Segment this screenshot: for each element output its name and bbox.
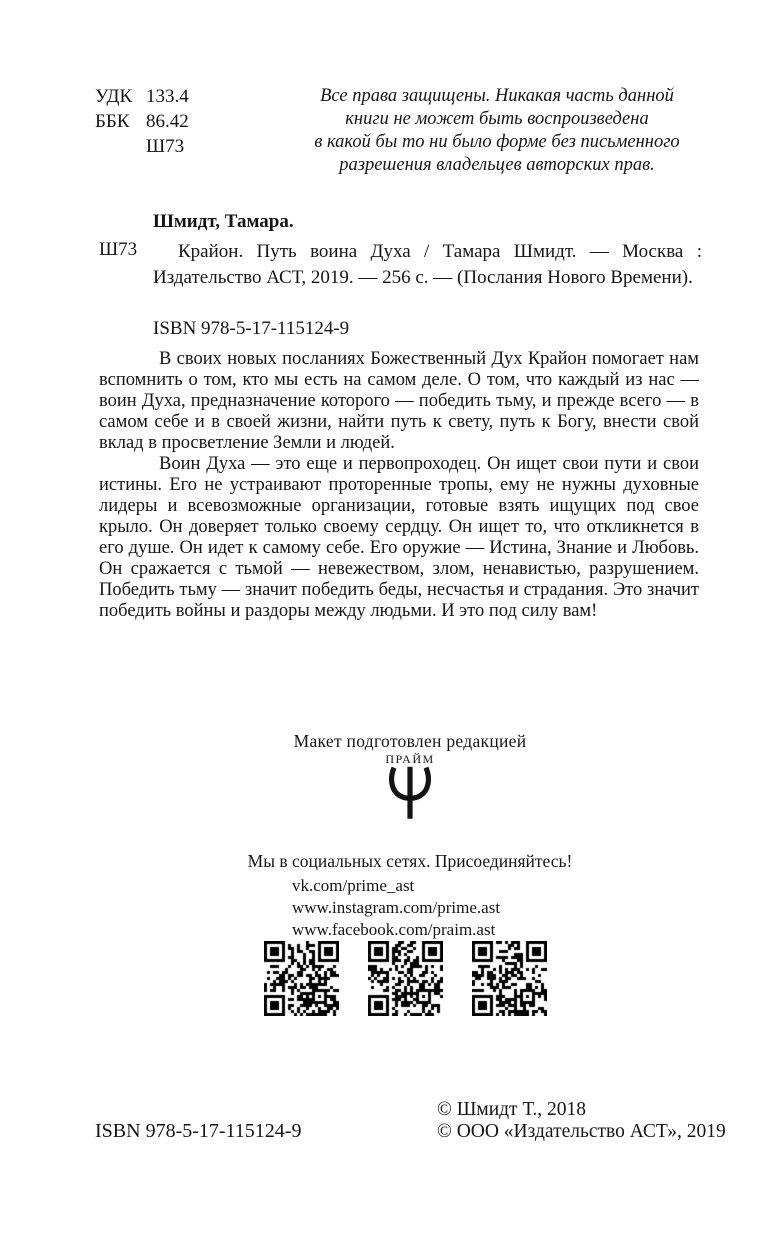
qr-code-vk <box>264 941 339 1016</box>
bbk-label: ББК <box>95 111 130 132</box>
rights-line: Все права защищены. Никакая часть данной <box>320 86 674 106</box>
biblio-isbn: ISBN 978-5-17-115124-9 <box>153 318 350 339</box>
rights-line: книги не может быть воспроизведена <box>345 109 649 129</box>
trident-logo-icon <box>386 766 434 822</box>
copyright-block <box>437 1099 726 1143</box>
udk-value: 133.4 <box>146 86 189 107</box>
social-header: Мы в социальных сетях. Присоединяйтесь! <box>247 851 573 871</box>
udk-label: УДК <box>95 86 133 107</box>
qr-code-row <box>264 941 547 1016</box>
qr-code-facebook <box>472 941 547 1016</box>
rights-notice <box>277 85 717 177</box>
social-link-vk: vk.com/prime_ast <box>292 876 415 895</box>
social-link-instagram: www.instagram.com/prime.ast <box>292 898 501 917</box>
bibliographic-entry: Крайон. Путь воина Духа / Тамара Шмидт. — Москва : Издательство АСТ, 2019. — 256 с. — (Послания Нового Времени). <box>153 241 702 288</box>
prepared-by-note: Макет подготовлен редакцией <box>293 731 527 751</box>
classification-codes <box>95 84 189 159</box>
qr-code-instagram <box>368 941 443 1016</box>
social-link-facebook: www.facebook.com/praim.ast <box>292 920 496 939</box>
rights-line: разрешения владельцев авторских прав. <box>339 155 655 175</box>
social-links <box>292 875 500 941</box>
publisher-logo-text: ПРАЙМ <box>385 752 435 766</box>
rights-line: в какой бы то ни было форме без письменного <box>314 132 680 152</box>
annotation-paragraph: В своих новых посланиях Божественный Дух Крайон помогает нам вспомнить о том, кто мы есть на самом деле. О том, что каждый из нас — воин Духа, предназначение которого — победить тьму, и прежде всего — в самом себе и в своей жизни, найти путь к свету, путь к Богу, внести свой вклад в просветление Земли и людей. <box>99 349 699 453</box>
author-heading: Шмидт, Тамара. <box>153 211 294 232</box>
publisher-logo <box>99 753 721 822</box>
book-code: Ш73 <box>146 136 185 157</box>
annotation-text <box>99 349 699 622</box>
bbk-value: 86.42 <box>146 111 189 132</box>
annotation-paragraph: Воин Духа — это еще и первопроходец. Он ищет свои пути и свои истины. Его не устраивают проторенные тропы, ему не нужны духовные лидеры и всевозможные организации, готовые взять ищущих под свое крыло. Он доверяет только своему сердцу. Он ищет то, что откликнется в его душе. Он идет к самому себе. Его оружие — Истина, Знание и Любовь. Он сражается с тьмой — невежеством, злом, ненавистью, разрушением. Победить тьму — значит победить беды, несчастья и страдания. Это значит победить войны и раздоры между людьми. И это под силу вам! <box>99 454 699 621</box>
biblio-margin-code: Ш73 <box>99 239 138 260</box>
copyright-publisher: © ООО «Издательство АСТ», 2019 <box>437 1121 726 1142</box>
footer-isbn: ISBN 978-5-17-115124-9 <box>95 1120 302 1142</box>
copyright-author: © Шмидт Т., 2018 <box>437 1099 587 1120</box>
